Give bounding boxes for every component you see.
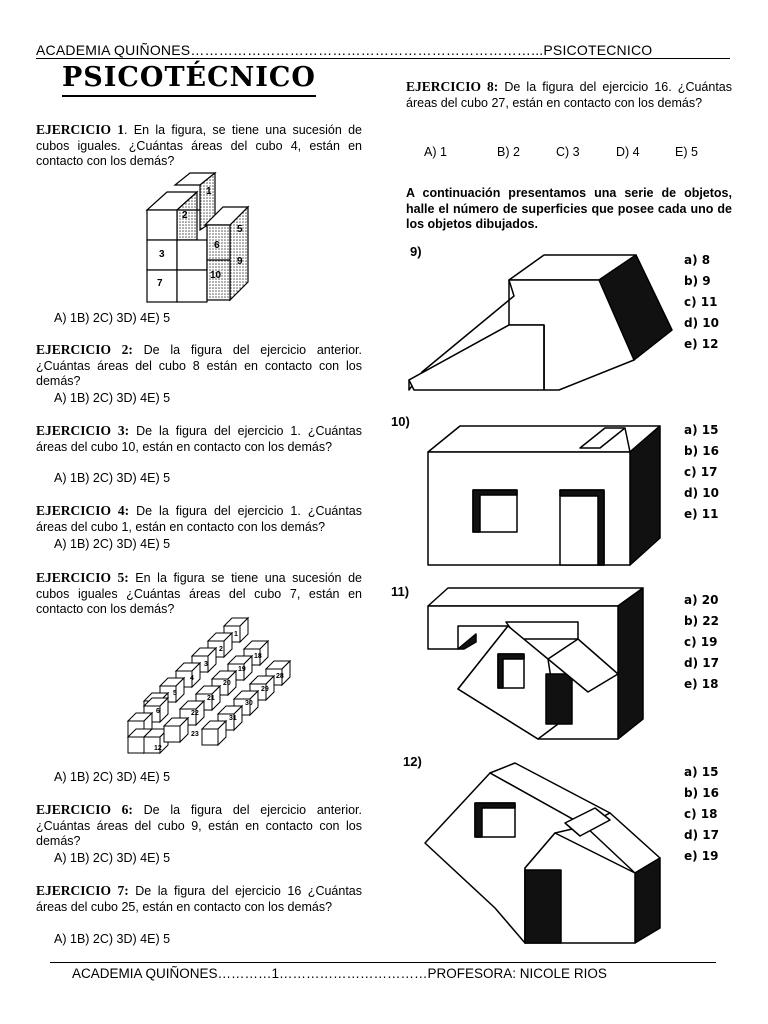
option-d[interactable]: D) 4 <box>123 851 148 865</box>
answer-option[interactable]: d) 17 <box>684 656 719 670</box>
option-d[interactable]: D) 4 <box>123 311 148 325</box>
stair-cube-face <box>202 729 218 745</box>
answer-option[interactable]: b) 16 <box>684 444 719 458</box>
answer-option[interactable]: b) 22 <box>684 614 719 628</box>
option-d[interactable]: D) 4 <box>616 145 640 159</box>
option-b[interactable]: B) 2 <box>76 537 100 551</box>
cube-label: 31 <box>229 715 237 722</box>
answer-option[interactable]: d) 10 <box>684 316 719 330</box>
option-a[interactable]: A) 1 <box>54 311 77 325</box>
object-12-number: 12) <box>403 754 422 769</box>
exercise-1-label: EJERCICIO 1 <box>36 122 124 137</box>
answer-option[interactable]: b) 16 <box>684 786 719 800</box>
option-a[interactable]: A) 1 <box>54 391 77 405</box>
page-header: ACADEMIA QUIÑONES………………………………………………………………...PSICOTECNICO <box>36 42 653 58</box>
option-d[interactable]: D) 4 <box>123 471 148 485</box>
cube-label: 9 <box>237 256 243 267</box>
exercise-6-text: De la figura del ejercicio anterior. ¿Cuántas áreas del cubo 9, están en contacto con los demás? <box>36 803 362 848</box>
object-11-answers <box>684 590 719 695</box>
exercise-8 <box>406 79 732 111</box>
answer-option[interactable]: a) 8 <box>684 253 711 267</box>
answer-option[interactable]: d) 17 <box>684 828 719 842</box>
object-10-number: 10) <box>391 414 410 429</box>
header-rule <box>36 58 730 59</box>
cube-label: 30 <box>245 700 253 707</box>
exercise-4 <box>36 503 362 535</box>
option-b[interactable]: B) 2 <box>76 932 100 946</box>
object-10-figure <box>420 420 670 570</box>
cube-label: 20 <box>223 680 231 687</box>
object-9-figure <box>404 250 674 395</box>
option-e[interactable]: E) 5 <box>147 471 171 485</box>
exercise-3-label: EJERCICIO 3: <box>36 423 130 438</box>
answer-option[interactable]: c) 19 <box>684 635 718 649</box>
page-footer: ACADEMIA QUIÑONES…………1……………………………PROFESORA: NICOLE RIOS <box>72 966 607 981</box>
instructions-note: A continuación presentamos una serie de objetos, halle el número de superficies que posee cada uno de los objetos dibujados. <box>406 186 732 231</box>
answer-option[interactable]: c) 11 <box>684 295 718 309</box>
cube-label: 4 <box>190 675 194 682</box>
cube-label: 6 <box>214 240 220 251</box>
exercise-3-text: De la figura del ejercicio 1. ¿Cuántas áreas del cubo 10, están en contacto con los demás? <box>36 424 363 454</box>
exercise-5-text: En la figura se tiene una sucesión de cubos iguales ¿Cuántas áreas del cubo 7, están en contacto con los demás? <box>36 571 362 616</box>
option-a[interactable]: A) 1 <box>424 145 447 159</box>
options-ex5 <box>54 770 380 784</box>
option-c[interactable]: C) 3 <box>99 471 124 485</box>
answer-option[interactable]: e) 19 <box>684 849 719 863</box>
cube-label: 19 <box>238 666 246 673</box>
exercise-4-label: EJERCICIO 4: <box>36 503 130 518</box>
stair-cube-face <box>164 726 180 742</box>
exercise-7-label: EJERCICIO 7: <box>36 883 129 898</box>
option-b[interactable]: B) 2 <box>76 471 100 485</box>
page-title: PSICOTÉCNICO <box>62 62 316 97</box>
option-a[interactable]: A) 1 <box>54 932 77 946</box>
object-11-number: 11) <box>391 584 410 599</box>
cube-label: 2 <box>182 210 188 221</box>
object-9-number: 9) <box>410 244 422 259</box>
option-e[interactable]: E) 5 <box>147 537 171 551</box>
object-10-answers <box>684 420 719 525</box>
option-d[interactable]: D) 4 <box>123 537 148 551</box>
option-c[interactable]: C) 3 <box>99 770 124 784</box>
exercise-6 <box>36 802 362 850</box>
answer-option[interactable]: a) 15 <box>684 423 719 437</box>
options-ex8 <box>424 145 698 159</box>
option-d[interactable]: D) 4 <box>123 391 148 405</box>
option-c[interactable]: C) 3 <box>99 311 124 325</box>
option-c[interactable]: C) 3 <box>99 537 124 551</box>
exercise-2 <box>36 342 362 390</box>
exercise-6-label: EJERCICIO 6: <box>36 802 133 817</box>
object-12-figure <box>420 758 675 948</box>
options-ex3 <box>54 471 380 485</box>
answer-option[interactable]: e) 18 <box>684 677 719 691</box>
cube-label: 18 <box>254 653 262 660</box>
option-e[interactable]: E) 5 <box>147 932 171 946</box>
cube-label: 23 <box>191 731 199 738</box>
option-b[interactable]: B) 2 <box>76 770 100 784</box>
exercise-7 <box>36 883 362 915</box>
answer-option[interactable]: e) 12 <box>684 337 719 351</box>
option-d[interactable]: D) 4 <box>123 770 148 784</box>
option-b[interactable]: B) 2 <box>497 145 520 159</box>
option-b[interactable]: B) 2 <box>76 311 100 325</box>
cube-label: 5 <box>237 224 243 235</box>
options-ex1 <box>54 311 380 325</box>
option-c[interactable]: C) 3 <box>556 145 580 159</box>
cube-label: 29 <box>261 686 269 693</box>
option-c[interactable]: C) 3 <box>99 851 124 865</box>
option-c[interactable]: C) 3 <box>99 391 124 405</box>
cube-label: 7 <box>157 278 163 289</box>
option-d[interactable]: D) 4 <box>123 932 148 946</box>
answer-option[interactable]: e) 11 <box>684 507 719 521</box>
option-e[interactable]: E) 5 <box>147 851 171 865</box>
options-ex2 <box>54 391 380 405</box>
object-11-figure <box>418 584 668 744</box>
cube-label: 1 <box>206 186 212 197</box>
footer-rule <box>50 962 716 963</box>
object-9-answers <box>684 250 719 355</box>
option-e[interactable]: E) 5 <box>147 770 171 784</box>
exercise-8-label: EJERCICIO 8: <box>406 79 499 94</box>
option-c[interactable]: C) 3 <box>99 932 124 946</box>
option-e[interactable]: E) 5 <box>147 391 171 405</box>
object-12-answers <box>684 762 719 867</box>
answer-option[interactable]: b) 9 <box>684 274 711 288</box>
option-a[interactable]: A) 1 <box>54 537 77 551</box>
cube-label: 2 <box>219 646 223 653</box>
cube-label: 12 <box>154 745 162 752</box>
cube-label: 22 <box>191 710 199 717</box>
exercise-5-label: EJERCICIO 5: <box>36 570 129 585</box>
answer-option[interactable]: c) 17 <box>684 465 718 479</box>
answer-option[interactable]: a) 15 <box>684 765 719 779</box>
stair-cube-face <box>128 737 144 753</box>
cube-stairs-figure-2 <box>124 614 304 762</box>
option-a[interactable]: A) 1 <box>54 770 77 784</box>
cube-label: 1 <box>234 631 238 638</box>
option-b[interactable]: B) 2 <box>76 851 100 865</box>
exercise-8-text: De la figura del ejercicio 16. ¿Cuántas áreas del cubo 27, están en contacto con los demás? <box>406 80 733 110</box>
cube-label: 21 <box>207 695 215 702</box>
option-e[interactable]: E) 5 <box>147 311 171 325</box>
options-ex7 <box>54 932 380 946</box>
option-e[interactable]: E) 5 <box>675 145 698 159</box>
options-ex4 <box>54 537 380 551</box>
exercise-1-text: . En la figura, se tiene una sucesión de cubos iguales. ¿Cuántas áreas del cubo 4, están en contacto con los demás? <box>36 123 362 168</box>
answer-option[interactable]: d) 10 <box>684 486 719 500</box>
cube-stack-figure-1 <box>140 170 260 310</box>
exercise-1 <box>36 122 362 170</box>
exercise-2-label: EJERCICIO 2: <box>36 342 133 357</box>
cube-label: 5 <box>173 690 177 697</box>
cube-label: 10 <box>210 270 222 281</box>
option-a[interactable]: A) 1 <box>54 471 77 485</box>
cube-label: 6 <box>156 708 160 715</box>
exercise-2-text: De la figura del ejercicio anterior. ¿Cuántas áreas del cubo 8 están en contacto con los demás? <box>36 343 362 388</box>
exercise-3 <box>36 423 362 455</box>
option-a[interactable]: A) 1 <box>54 851 77 865</box>
answer-option[interactable]: a) 20 <box>684 593 719 607</box>
exercise-5 <box>36 570 362 618</box>
exercise-7-text: De la figura del ejercicio 16 ¿Cuántas áreas del cubo 25, están en contacto con los demás? <box>36 884 362 914</box>
cube-label: 3 <box>204 661 208 668</box>
cube-label: 3 <box>159 249 165 260</box>
answer-option[interactable]: c) 18 <box>684 807 718 821</box>
exercise-4-text: De la figura del ejercicio 1. ¿Cuántas áreas del cubo 1, están en contacto con los demás? <box>36 504 363 534</box>
cube-label: 28 <box>276 673 284 680</box>
option-b[interactable]: B) 2 <box>76 391 100 405</box>
options-ex6 <box>54 851 380 865</box>
